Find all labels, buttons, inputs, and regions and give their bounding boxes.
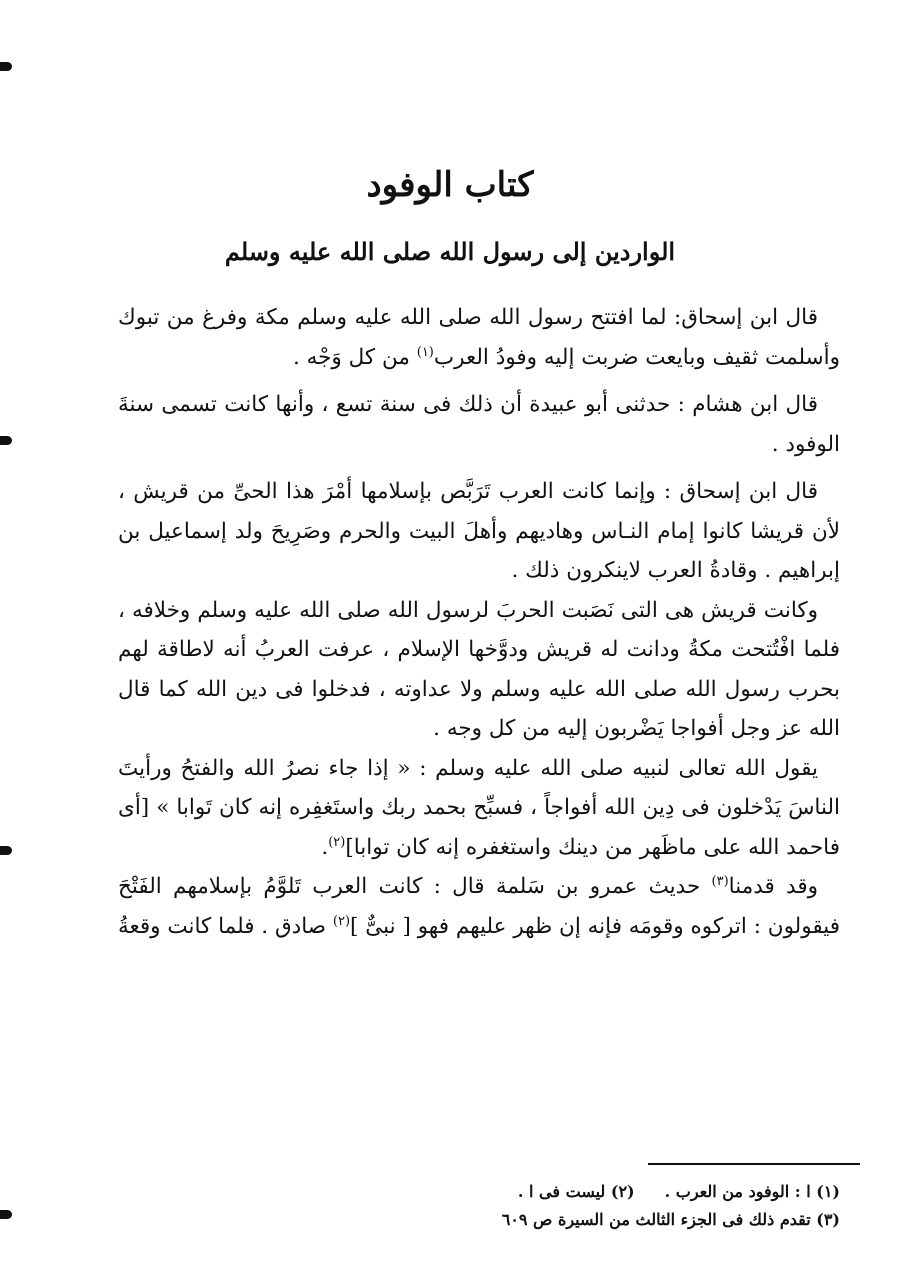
binding-mark xyxy=(0,1210,12,1219)
footnote-ref-3[interactable]: (٣) xyxy=(711,873,729,889)
paragraph-4 xyxy=(118,591,840,749)
footnote-line-2 xyxy=(300,1206,840,1234)
paragraph-5 xyxy=(118,749,840,868)
binding-mark xyxy=(0,436,12,445)
paragraph-2-text: قال ابن هشام : حدثنى أبو عبيدة أن ذلك فى سنة تسع ، وأنها كانت تسمى سنةَ الوفود . xyxy=(118,392,840,457)
paragraph-4-text: وكانت قريش هى التى نَصَبت الحربَ لرسول الله صلى الله عليه وسلم وخلافه ، فلما افْتُتحت مكةُ ودانت له قريش ودوَّخها الإسلام ، عرفت العربُ أنه لاطاقة لهم بحرب رسول الله صلى الله عليه وسلم ولا عداوته ، فدخلوا فى دين الله كما قال الله عز وجل أفواجا يَضْربون إليه من كل وجه . xyxy=(118,597,840,741)
footnote-ref-2[interactable]: (٢) xyxy=(328,834,346,850)
footnote-line-1 xyxy=(300,1178,840,1206)
main-text xyxy=(118,298,840,946)
paragraph-5-period: . xyxy=(321,834,329,860)
footnote-ref-1[interactable]: (١) xyxy=(416,344,434,360)
paragraph-3-text: قال ابن إسحاق : وإنما كانت العرب تَرَبَّص بإسلامها أمْرَ هذا الحىِّ من قريش ، لأن قريشا كانوا إمام النـاس وهاديهم وأهلَ البيت والحرم وصَرِيحَ ولد إسماعيل بن إبراهيم . وقادةُ العرب لاينكرون ذلك . xyxy=(118,479,840,583)
paragraph-1-text: قال ابن إسحاق: لما افتتح رسول الله صلى الله عليه وسلم مكة وفرغ من تبوك وأسلمت ثقيف وبايعت ضربت إليه وفودُ العرب xyxy=(118,305,840,370)
chapter-title: كتاب الوفود xyxy=(366,165,534,205)
footnote-1: (١) ا : الوفود من العرب . xyxy=(664,1182,840,1201)
paragraph-6-text-a: وقد قدمنا xyxy=(728,874,818,899)
paragraph-1 xyxy=(118,298,840,377)
paragraph-2 xyxy=(118,385,840,464)
footnote-divider xyxy=(648,1163,860,1165)
paragraph-6-text-b: حديث عمرو بن سَلمة قال : كانت العرب تَلوَّمُ بإسلامهم الفَتْحَ فيقولون : اتركوه وقومَه فإنه إن ظهر عليهم فهو [ نبىٌّ ] xyxy=(118,874,840,939)
chapter-subtitle: الواردين إلى رسول الله صلى الله عليه وسلم xyxy=(224,237,676,266)
paragraph-6-text-c: صادق . فلما كانت وقعةُ xyxy=(117,913,327,939)
binding-mark xyxy=(0,846,12,855)
footnotes xyxy=(300,1178,840,1234)
footnote-2: (٢) ليست فى ا . xyxy=(517,1182,635,1201)
paragraph-3 xyxy=(118,472,840,591)
paragraph-1-tail: من كل وَجْه . xyxy=(292,344,410,370)
paragraph-6 xyxy=(118,867,840,946)
footnote-ref-2b[interactable]: (٢) xyxy=(332,913,351,929)
binding-mark xyxy=(0,62,12,71)
paragraph-5-text: يقول الله تعالى لنبيه صلى الله عليه وسلم : « إذا جاء نصرُ الله والفتحُ ورأيتَ الناسَ يَدْخلون فى دِين الله أفواجاً ، فسبِّح بحمد ربك واستَغفِره إنه كان تَوابا » [أى فاحمد الله على ماظَهر من دينك واستغفره إنه كان توابا] xyxy=(118,755,840,860)
footnote-3: (٣) تقدم ذلك فى الجزء الثالث من السيرة ص ٦٠٩ xyxy=(501,1210,840,1229)
